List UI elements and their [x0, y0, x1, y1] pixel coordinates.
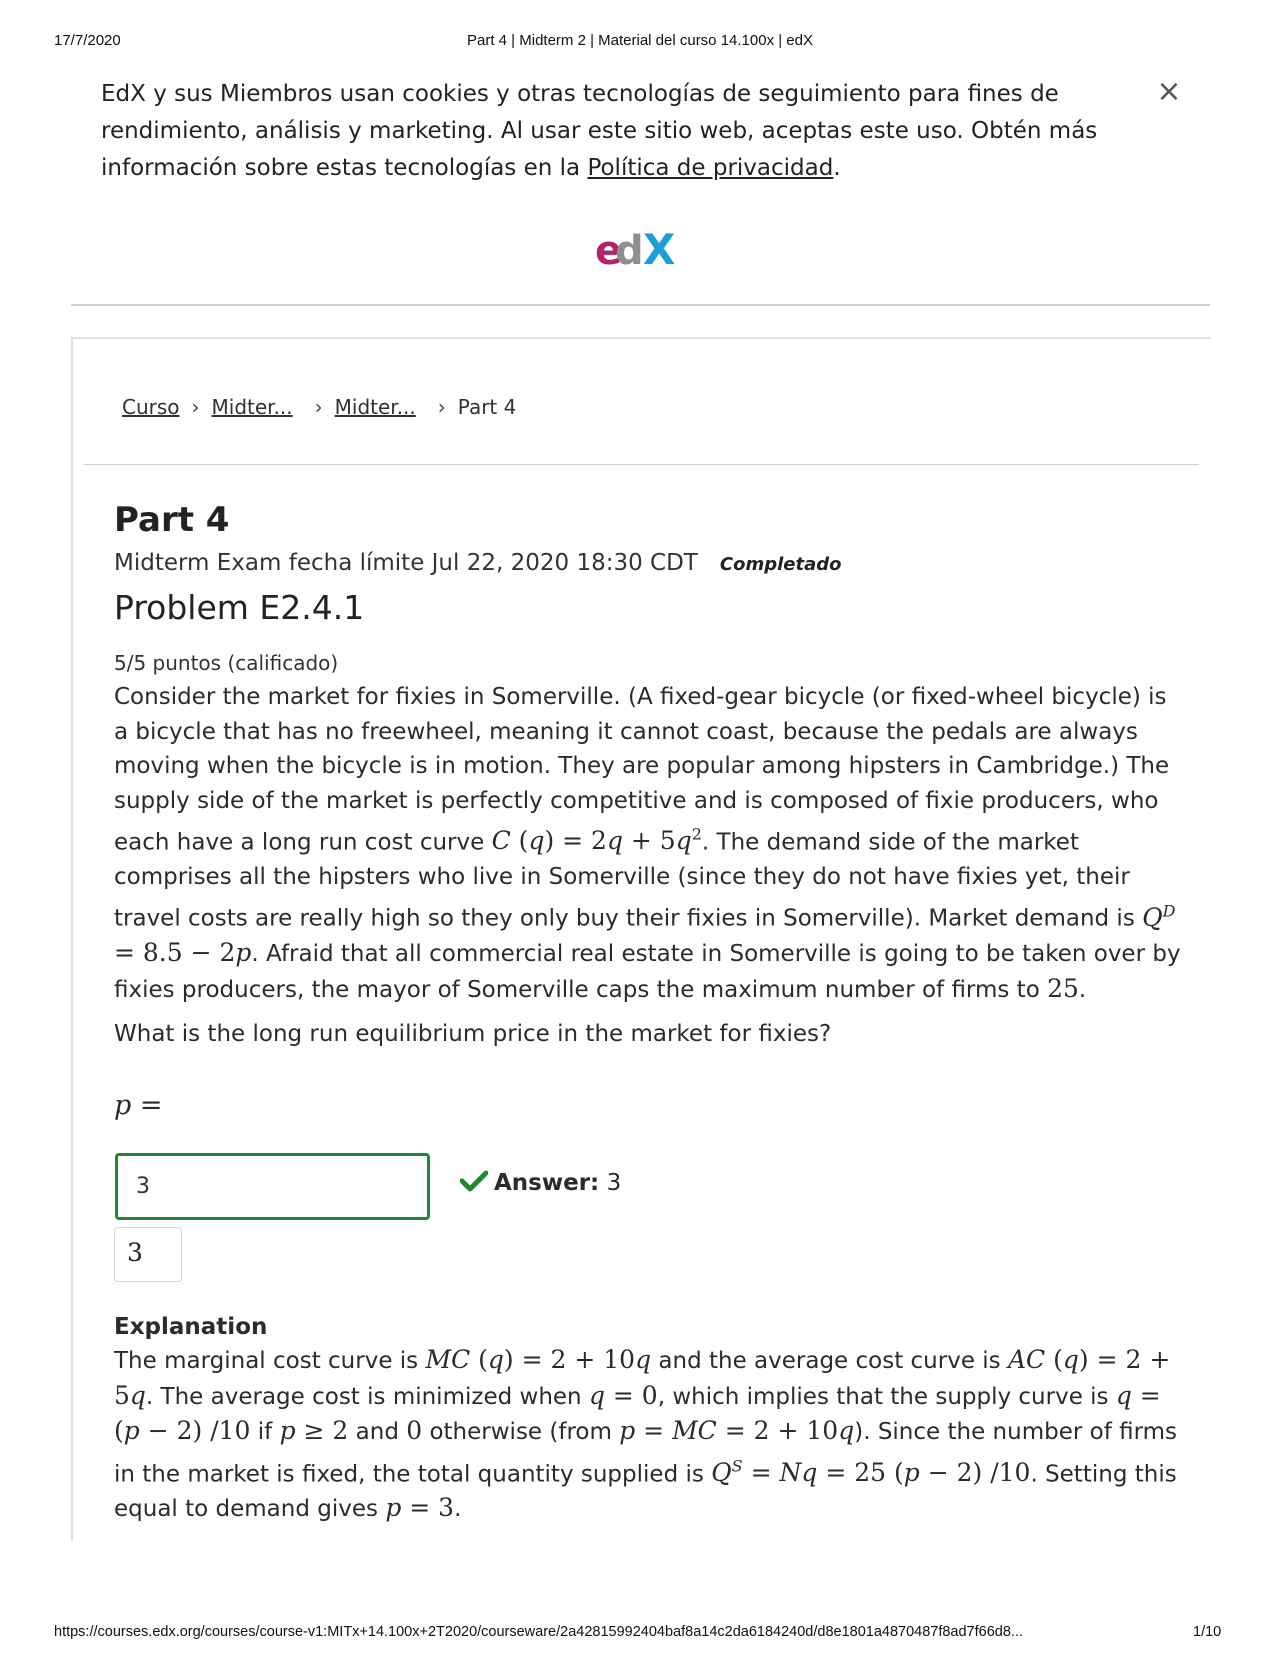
problem-title: Problem E2.4.1: [114, 588, 365, 627]
edx-logo-x: X: [643, 226, 676, 274]
edx-logo-d: d: [615, 228, 644, 274]
answer-label: p =: [114, 1090, 163, 1121]
edx-logo[interactable]: [595, 226, 689, 274]
print-page-number: 1/10: [1193, 1624, 1222, 1640]
answer-feedback: [460, 1170, 621, 1196]
chevron-right-icon: ›: [437, 395, 446, 419]
explanation-heading: Explanation: [114, 1314, 268, 1340]
cookie-text-end: .: [833, 155, 841, 181]
print-date: 17/7/2020: [54, 32, 121, 49]
privacy-policy-link[interactable]: Política de privacidad: [587, 155, 834, 181]
breadcrumb-divider: [84, 464, 1199, 465]
breadcrumb-midterm-subsection[interactable]: Midter...: [334, 395, 416, 419]
due-date-text: Midterm Exam fecha límite Jul 22, 2020 18:30 CDT: [114, 550, 698, 576]
chevron-right-icon: ›: [314, 395, 323, 419]
explanation-text: The marginal cost curve is MC (q) = 2 + 10q and the average cost curve is AC (q) = 2 + 5q. The average cost is minimized when q = 0, which implies that the supply curve is q = (p − 2) /10 if p ≥ 2 and 0 otherwise (from p = MC = 2 + 10q). Since the number of firms in the market is fixed, the total quantity supplied is $Q^S = Nq = 25$ (p − 2) /10. Setting this equal to demand gives p = 3.: [114, 1345, 1178, 1523]
breadcrumb: [122, 395, 516, 419]
content-frame-top: [71, 337, 1211, 339]
header-divider: [71, 304, 1210, 306]
cookie-text: EdX y sus Miembros usan cookies y otras tecnologías de seguimiento para fines de rendimiento, análisis y marketing. Al usar este sitio web, aceptas este uso. Obtén más información sobre estas tecnologías en la: [101, 81, 1098, 181]
breadcrumb-course[interactable]: Curso: [122, 395, 180, 419]
status-badge: Completado: [719, 554, 842, 575]
edx-logo-e: e: [595, 228, 623, 274]
checkmark-icon: [460, 1170, 488, 1192]
print-url: https://courses.edx.org/courses/course-v1:MITx+14.100x+2T2020/courseware/2a42815992404baf8a14c2da6184240d/d8e1801a4870487f8ad7f66d8...: [54, 1624, 1023, 1640]
answer-feedback-value: 3: [606, 1170, 622, 1196]
content-frame-left: [71, 337, 73, 1541]
problem-question: What is the long run equilibrium price in the market for fixies?: [114, 1021, 832, 1047]
close-icon[interactable]: ×: [1156, 74, 1182, 109]
answer-feedback-label: Answer:: [494, 1170, 600, 1196]
unit-due-line: [114, 550, 841, 576]
cookie-banner: [101, 76, 1101, 187]
answer-input[interactable]: [115, 1153, 430, 1220]
unit-title: Part 4: [114, 500, 230, 540]
math-preview: 3: [114, 1227, 182, 1282]
chevron-right-icon: ›: [191, 395, 200, 419]
print-title: Part 4 | Midterm 2 | Material del curso 14.100x | edX: [466, 32, 813, 49]
problem-points: 5/5 puntos (calificado): [114, 651, 339, 675]
breadcrumb-midterm-section[interactable]: Midter...: [211, 395, 293, 419]
breadcrumb-current: Part 4: [457, 395, 517, 419]
problem-statement: Consider the market for fixies in Somerville. (A fixed-gear bicycle (or fixed-wheel bicycle) is a bicycle that has no freewheel, meaning it cannot coast, because the pedals are always moving when the bicycle is in motion. They are popular among hipsters in Cambridge.) The supply side of the market is perfectly competitive and is composed of fixie producers, who each have a long run cost curve C $(q) = 2q + 5q^2$. The demand side of the market comprises all the hipsters who live in Somerville (since they do not have fixies yet, their travel costs are really high so they only buy their fixies in Somerville). Market demand is $Q^D = 8.5 - 2p$. Afraid that all commercial real estate in Somerville is going to be taken over by fixies producers, the mayor of Somerville caps the maximum number of firms to 25.: [114, 684, 1181, 1003]
